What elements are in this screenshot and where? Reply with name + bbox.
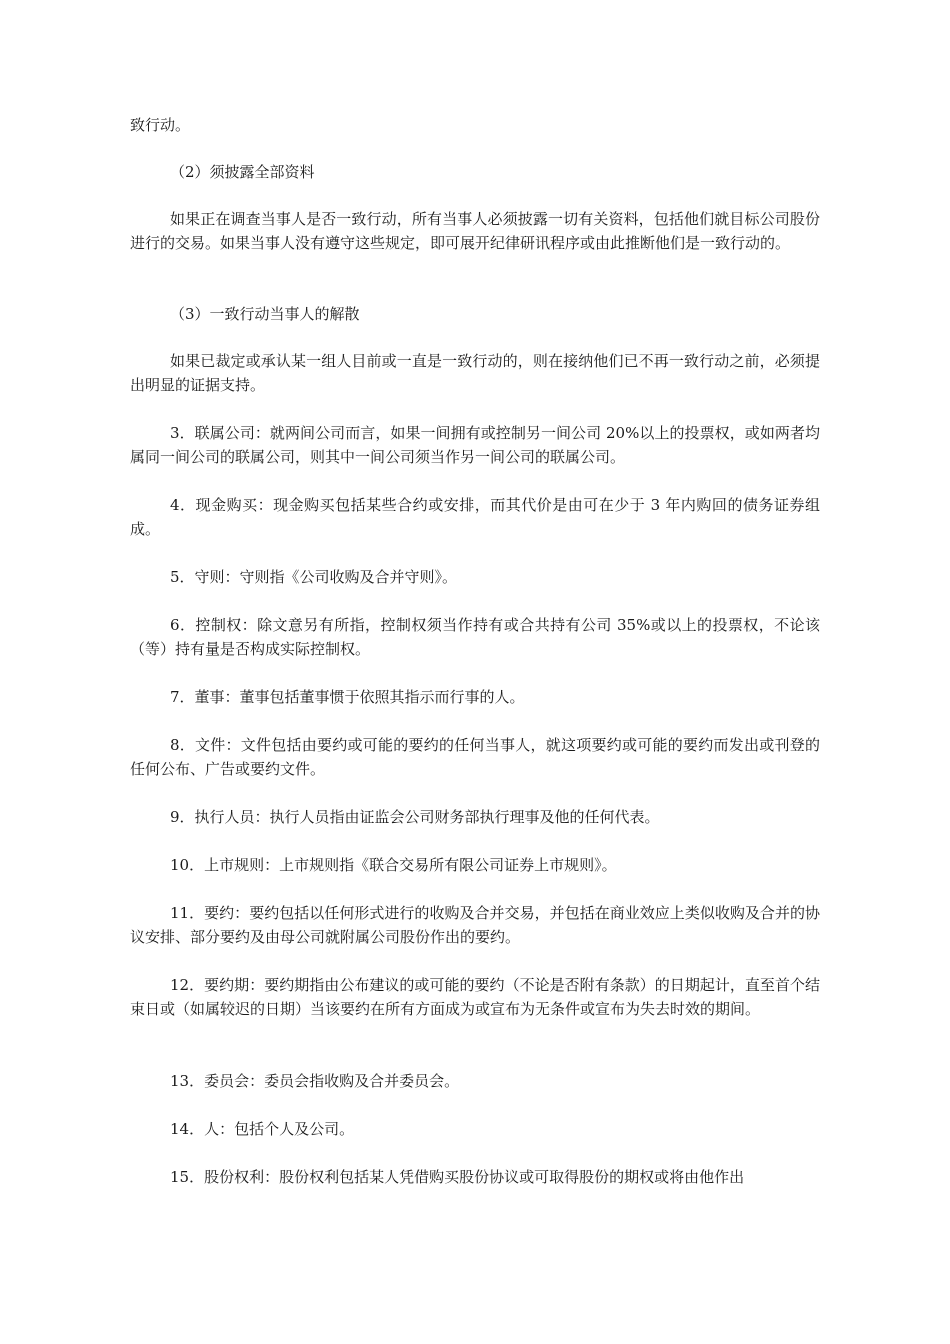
definition-5-code: 5．守则：守则指《公司收购及合并守则》。 [170, 568, 458, 586]
definition-7-director: 7．董事：董事包括董事惯于依照其指示而行事的人。 [170, 688, 525, 706]
subheading-dissolution: （3）一致行动当事人的解散 [170, 305, 360, 323]
definition-11-offer: 11．要约：要约包括以任何形式进行的收购及合并交易，并包括在商业效应上类似收购及合并的协议安排、部分要约及由母公司就附属公司股份作出的要约。 [130, 904, 820, 946]
definition-3-affiliated-company: 3．联属公司：就两间公司而言，如果一间拥有或控制另一间公司 20%以上的投票权，或如两者均属同一间公司的联属公司，则其中一间公司须当作另一间公司的联属公司。 [130, 424, 820, 466]
definition-13-committee: 13．委员会：委员会指收购及合并委员会。 [170, 1072, 460, 1090]
paragraph-continuation: 致行动。 [130, 116, 191, 134]
definition-4-cash-purchase: 4．现金购买：现金购买包括某些合约或安排，而其代价是由可在少于 3 年内购回的债务证券组成。 [130, 496, 820, 538]
paragraph-disclosure: 如果正在调查当事人是否一致行动，所有当事人必须披露一切有关资料，包括他们就目标公司股份进行的交易。如果当事人没有遵守这些规定，即可展开纪律研讯程序或由此推断他们是一致行动的。 [130, 210, 820, 252]
definition-12-offer-period: 12．要约期：要约期指由公布建议的或可能的要约（不论是否附有条款）的日期起计，直至首个结束日或（如属较迟的日期）当该要约在所有方面成为或宣布为无条件或宣布为失去时效的期间。 [130, 976, 820, 1018]
definition-15-share-rights: 15．股份权利：股份权利包括某人凭借购买股份协议或可取得股份的期权或将由他作出 [170, 1168, 745, 1186]
paragraph-dissolution: 如果已裁定或承认某一组人目前或一直是一致行动的，则在接纳他们已不再一致行动之前，必须提出明显的证据支持。 [130, 352, 820, 394]
definition-9-executive: 9．执行人员：执行人员指由证监会公司财务部执行理事及他的任何代表。 [170, 808, 660, 826]
definition-6-control: 6．控制权：除文意另有所指，控制权须当作持有或合共持有公司 35%或以上的投票权，不论该（等）持有量是否构成实际控制权。 [130, 616, 820, 658]
subheading-disclosure: （2）须披露全部资料 [170, 163, 315, 181]
definition-10-listing-rules: 10．上市规则：上市规则指《联合交易所有限公司证券上市规则》。 [170, 856, 617, 874]
definition-14-person: 14．人：包括个人及公司。 [170, 1120, 355, 1138]
definition-8-document: 8．文件：文件包括由要约或可能的要约的任何当事人，就这项要约或可能的要约而发出或刊登的任何公布、广告或要约文件。 [130, 736, 820, 778]
